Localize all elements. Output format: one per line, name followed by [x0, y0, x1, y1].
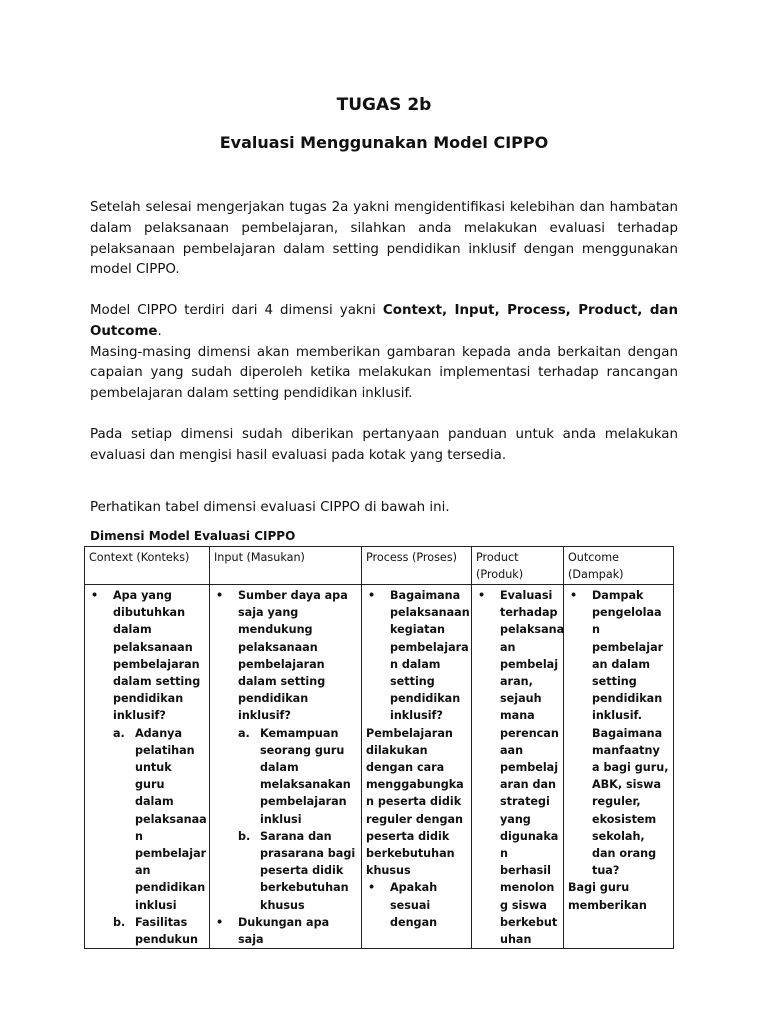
process-cell [362, 585, 472, 949]
header-input: Input (Masukan) [210, 547, 362, 585]
header-product: Product (Produk) [472, 547, 564, 585]
input-item-b [214, 828, 357, 914]
input-bullet: • Sumber daya apa saja yang mendukung pelaksanaan pembelajaran dalam setting pendidikan inklusif? [214, 587, 357, 725]
process-answer: Pembelajaran dilakukan dengan cara menggabungka n peserta didik reguler dengan peserta didik berkebutuhan khusus [366, 726, 464, 878]
product-bullet: • Evaluasi terhadap pelaksana an pembelaj aran, sejauh mana perencan aan pembelaj aran dan strategi yang digunaka n berhasil menolon g siswa berkebut uhan [476, 587, 559, 948]
input-item-a-marker: a. [238, 726, 250, 740]
context-item-a-text: Adanya pelatihan untuk guru dalam pelaksanaa n pembelajar an pendidikan inklusi [135, 726, 207, 912]
outcome-answer: Bagi guru memberikan [568, 881, 647, 912]
model-description [90, 301, 678, 405]
context-item-b-marker: b. [113, 915, 126, 929]
model-description-suffix: . [157, 323, 162, 339]
dimension-explanation: Masing-masing dimensi akan memberikan gambaran kepada anda berkaitan dengan capaian yang sudah diperoleh ketika melakukan implementasi terhadap rancangan pembelajaran dalam setting pendidikan inklusif. [90, 344, 678, 402]
input-cell [210, 585, 362, 949]
table-row [85, 585, 674, 949]
model-dimensions: Context, Input, Process, Product, dan Outcome [90, 303, 678, 339]
header-process: Process (Proses) [362, 547, 472, 585]
process-bullet-2: • Apakah sesuai dengan [366, 879, 467, 931]
table-intro: Perhatikan tabel dimensi evaluasi CIPPO di bawah ini. [90, 500, 450, 515]
input-bullet-2: • Dukungan apa saja [214, 914, 357, 948]
input-item-b-text: Sarana dan prasarana bagi peserta didik berkebutuhan khusus [260, 829, 356, 912]
context-item-b-text: Fasilitas pendukun [135, 915, 198, 947]
context-item-b [89, 914, 205, 948]
cippo-table [84, 546, 674, 949]
model-description-prefix: Model CIPPO terdiri dari 4 dimensi yakni [90, 303, 383, 318]
page-title: TUGAS 2b [336, 95, 432, 115]
product-cell [472, 585, 564, 949]
input-item-a-text: Kemampuan seorang guru dalam melaksanakan pembelajaran inklusi [260, 726, 351, 826]
outcome-cell [564, 585, 674, 949]
context-cell [85, 585, 210, 949]
context-item-a-marker: a. [113, 726, 125, 740]
input-item-a [214, 725, 357, 828]
input-item-b-marker: b. [238, 829, 251, 843]
context-bullet: • Apa yang dibutuhkan dalam pelaksanaan pembelajaran dalam setting pendidikan inklusif? [89, 587, 205, 725]
table-header-row [85, 547, 674, 585]
outcome-bullet: • Dampak pengelolaa n pembelajar an dalam setting pendidikan inklusif. Bagaimana manfaatny a bagi guru, ABK, siswa reguler, ekosistem sekolah, dan orang tua? [568, 587, 669, 879]
page-subtitle: Evaluasi Menggunakan Model CIPPO [219, 133, 549, 152]
process-bullet: • Bagaimana pelaksanaan kegiatan pembelajara n dalam setting pendidikan inklusif? [366, 587, 467, 725]
intro-paragraph: Setelah selesai mengerjakan tugas 2a yakni mengidentifikasi kelebihan dan hambatan dalam pelaksanaan pembelajaran, silahkan anda melakukan evaluasi terhadap pelaksanaan pembelajaran dalam setting pendidikan inklusif dengan menggunakan model CIPPO. [90, 200, 678, 278]
header-outcome: Outcome (Dampak) [564, 547, 674, 585]
header-context: Context (Konteks) [85, 547, 210, 585]
context-item-a [89, 725, 205, 914]
guidance-paragraph: Pada setiap dimensi sudah diberikan pertanyaan panduan untuk anda melakukan evaluasi dan mengisi hasil evaluasi pada kotak yang tersedia. [90, 427, 678, 463]
table-title: Dimensi Model Evaluasi CIPPO [90, 529, 296, 543]
